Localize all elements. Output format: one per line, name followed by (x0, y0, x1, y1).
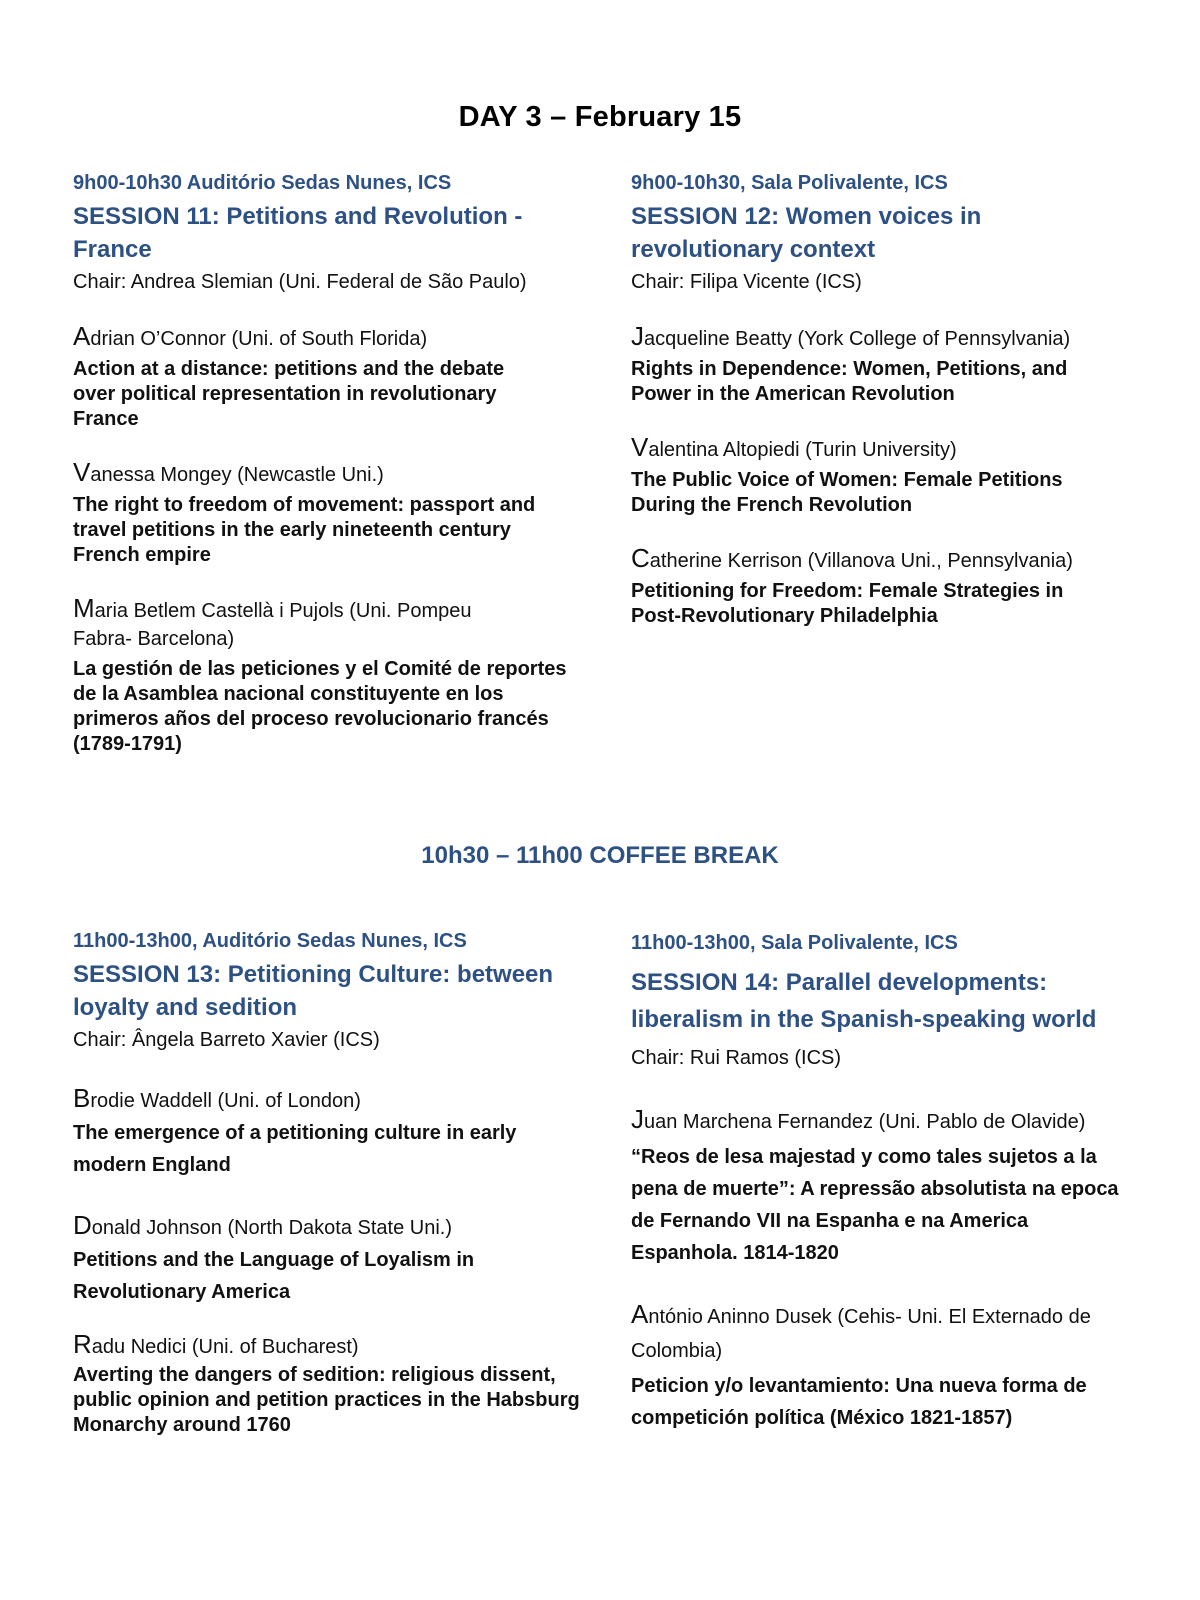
speaker (73, 594, 523, 653)
session-title: SESSION 11: Petitions and Revolution - France (73, 203, 523, 263)
speaker (73, 1211, 593, 1242)
speaker (73, 458, 593, 489)
speaker-name: anessa Mongey (Newcastle Uni.) (90, 464, 384, 486)
speaker (73, 322, 593, 353)
talk (73, 1330, 593, 1438)
session-11 (73, 170, 593, 757)
paper-title: The right to freedom of movement: passport and travel petitions in the early nineteenth century French empire (73, 494, 536, 566)
speaker (73, 1330, 593, 1361)
talk (631, 1102, 1151, 1269)
talk (73, 1211, 593, 1308)
speaker-name: onald Johnson (North Dakota State Uni.) (91, 1217, 452, 1239)
speaker (631, 1297, 1111, 1368)
talk (73, 1084, 593, 1181)
paper-title: Action at a distance: petitions and the debate over political representation in revolutionary France (73, 358, 505, 430)
speaker-name: acqueline Beatty (York College of Pennsylvania) (644, 328, 1071, 350)
session-time-room: 9h00-10h30, Sala Polivalente, ICS (631, 172, 948, 194)
speaker-name: atherine Kerrison (Villanova Uni., Pennsylvania) (649, 550, 1073, 572)
session-14 (631, 930, 1151, 1434)
session-chair: Chair: Andrea Slemian (Uni. Federal de São Paulo) (73, 271, 527, 293)
speaker-initial: J (631, 1104, 644, 1134)
speaker-initial: B (73, 1083, 91, 1113)
speaker-name: ntónio Aninno Dusek (Cehis- Uni. El Externado de Colombia) (631, 1306, 1091, 1362)
session-title: SESSION 12: Women voices in revolutionary context (631, 203, 982, 263)
speaker-name: rodie Waddell (Uni. of London) (90, 1090, 361, 1112)
paper-title: Petitions and the Language of Loyalism in Revolutionary America (73, 1249, 475, 1303)
session-time-room: 9h00-10h30 Auditório Sedas Nunes, ICS (73, 172, 452, 194)
talk (631, 322, 1151, 407)
session-time-room: 11h00-13h00, Sala Polivalente, ICS (631, 932, 958, 954)
paper-title: Averting the dangers of sedition: religious dissent, public opinion and petition practices in the Habsburg Monarchy around 1760 (73, 1364, 580, 1436)
speaker (631, 1102, 1151, 1139)
paper-title: La gestión de las peticiones y el Comité de reportes de la Asamblea nacional constituyente en los primeros años del proceso revolucionario francés (1789-1791) (73, 658, 567, 755)
speaker-initial: C (631, 543, 650, 573)
speaker-name: adu Nedici (Uni. of Bucharest) (91, 1336, 359, 1358)
coffee-break: 10h30 – 11h00 COFFEE BREAK (421, 842, 779, 869)
speaker-initial: A (73, 321, 91, 351)
speaker-initial: V (73, 457, 91, 487)
speaker-initial: D (73, 1210, 92, 1240)
talk (73, 322, 593, 432)
speaker (631, 433, 1151, 464)
speaker (73, 1084, 593, 1115)
speaker (631, 544, 1151, 575)
speaker-name: alentina Altopiedi (Turin University) (648, 439, 957, 461)
session-chair: Chair: Rui Ramos (ICS) (631, 1047, 842, 1069)
session-title: SESSION 14: Parallel developments: liberalism in the Spanish-speaking world (631, 969, 1097, 1033)
session-chair: Chair: Filipa Vicente (ICS) (631, 271, 862, 293)
talk (631, 544, 1151, 629)
session-title: SESSION 13: Petitioning Culture: between loyalty and sedition (73, 961, 554, 1021)
day-title: DAY 3 – February 15 (458, 101, 742, 134)
speaker-name: uan Marchena Fernandez (Uni. Pablo de Olavide) (644, 1111, 1086, 1133)
paper-title: Petitioning for Freedom: Female Strategies in Post-Revolutionary Philadelphia (631, 580, 1064, 627)
speaker-initial: R (73, 1329, 92, 1359)
talk (631, 433, 1151, 518)
paper-title: “Reos de lesa majestad y como tales sujetos a la pena de muerte”: A repressão absolutista na epoca de Fernando VII na Espanha e na America Espanhola. 1814-1820 (631, 1146, 1119, 1264)
speaker-initial: J (631, 321, 644, 351)
session-chair: Chair: Ângela Barreto Xavier (ICS) (73, 1029, 380, 1051)
session-time-room: 11h00-13h00, Auditório Sedas Nunes, ICS (73, 930, 467, 952)
talk (73, 594, 593, 757)
speaker-name: aria Betlem Castellà i Pujols (Uni. Pompeu Fabra- Barcelona) (73, 600, 472, 650)
paper-title: Rights in Dependence: Women, Petitions, and Power in the American Revolution (631, 358, 1068, 405)
speaker-initial: A (631, 1299, 649, 1329)
paper-title: The Public Voice of Women: Female Petitions During the French Revolution (631, 469, 1063, 516)
speaker-name: drian O’Connor (Uni. of South Florida) (90, 328, 428, 350)
speaker-initial: M (73, 593, 95, 623)
paper-title: The emergence of a petitioning culture in early modern England (73, 1122, 517, 1176)
talk (631, 1297, 1151, 1434)
speaker-initial: V (631, 432, 649, 462)
paper-title: Peticion y/o levantamiento: Una nueva forma de competición política (México 1821-1857) (631, 1375, 1087, 1429)
talk (73, 458, 593, 568)
speaker (631, 322, 1151, 353)
session-13 (73, 928, 593, 1438)
session-12 (631, 170, 1151, 629)
